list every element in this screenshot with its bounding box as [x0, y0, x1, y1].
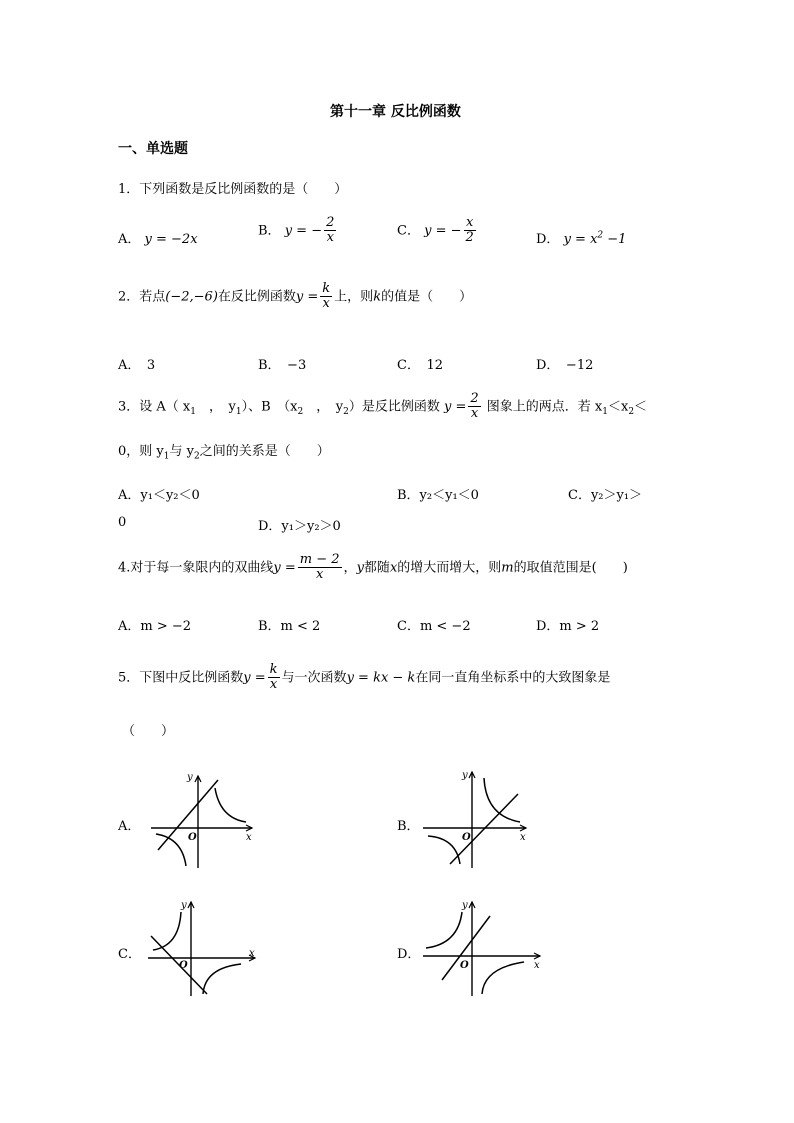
q2-option-d[interactable]: D． −12 — [536, 358, 594, 373]
q3-option-b[interactable]: B．y₂＜y₁＜0 — [397, 488, 479, 503]
q1-option-d-lhs: y = x — [563, 232, 598, 247]
q4-option-d[interactable]: D．m > 2 — [536, 619, 600, 634]
q2-y-lhs: y = — [295, 289, 319, 305]
hyperbola-branch-q2 — [153, 912, 181, 950]
q4-num: m − 2 — [299, 552, 340, 567]
q3-s4: 2 — [343, 406, 349, 417]
q1-option-a-label: A． — [118, 232, 141, 247]
page-title: 第十一章 反比例函数 — [330, 104, 461, 120]
x-axis-label: x — [249, 948, 255, 959]
q5-graph-c[interactable] — [145, 898, 260, 998]
q2-k: k — [373, 289, 382, 305]
hyperbola-branch-q4 — [482, 962, 524, 994]
q1-option-b-label: B． — [258, 223, 281, 239]
hyperbola-branch-q3 — [428, 836, 460, 864]
q3-t1: 3．设 A（ x — [118, 399, 191, 415]
origin-label: O — [188, 832, 197, 843]
question-3-line-2 — [118, 440, 330, 462]
q3-s5: 1 — [602, 406, 608, 417]
q4-option-b[interactable]: B．m < 2 — [258, 619, 321, 634]
q1-option-c-lhs: y = − — [424, 223, 462, 239]
q3-s6: 2 — [628, 406, 635, 417]
hyperbola-branch-q1 — [484, 778, 520, 822]
q4-option-c[interactable]: C．m < −2 — [397, 619, 471, 634]
q3-t9: 0，则 y — [118, 444, 164, 459]
q5-option-c-label[interactable]: C． — [118, 947, 141, 962]
q5-graph-a-svg — [148, 768, 260, 870]
hyperbola-branch-q1 — [215, 788, 246, 822]
q3-t10: 与 y — [169, 444, 194, 459]
q3-s7: 1 — [163, 451, 170, 462]
question-1-stem: 1．下列函数是反比例函数的是（ ） — [118, 182, 348, 197]
q5-graph-b[interactable] — [420, 768, 532, 870]
q5-graph-a[interactable] — [148, 768, 260, 870]
q3-s3: 2 — [297, 406, 304, 417]
q3-option-c[interactable]: C．y₂＞y₁＞ — [568, 488, 643, 503]
question-2-stem — [118, 282, 472, 312]
q4-m: m — [501, 560, 514, 576]
q3-num: 2 — [470, 391, 479, 406]
q3-t7: ＜x — [607, 399, 629, 415]
q5-den: x — [269, 677, 278, 693]
y-axis-label: y — [462, 770, 468, 781]
q1-option-b-fraction — [324, 216, 336, 246]
q2-num: k — [322, 281, 331, 296]
q1-option-a[interactable] — [118, 228, 198, 247]
q3-t6: 图象上的两点．若 x — [486, 399, 603, 415]
q5-text-2: 与一次函数 — [281, 670, 347, 686]
q5-graph-d-svg — [420, 898, 545, 998]
q1-option-d-label: D． — [536, 232, 560, 247]
q3-t2: ， y — [196, 399, 236, 415]
q1-option-c-num: x — [464, 216, 476, 231]
q3-s1: 1 — [190, 406, 196, 417]
q4-y-lhs: y = — [273, 560, 296, 576]
q5-option-d-label[interactable]: D． — [397, 947, 421, 962]
q5-answer-paren: （ ） — [122, 724, 175, 739]
q1-option-b-den: x — [326, 230, 334, 246]
q4-option-a[interactable]: A．m > −2 — [118, 619, 192, 634]
q1-option-d[interactable] — [536, 228, 626, 247]
q3-t4: ， y — [303, 399, 344, 415]
q1-option-c[interactable] — [397, 216, 478, 246]
q2-point: (−2,−6) — [165, 289, 218, 305]
q5-text-3: 在同一直角坐标系中的大致图象是 — [415, 670, 611, 686]
q2-text-2: 在反比例函数 — [217, 289, 296, 305]
origin-label: O — [179, 960, 188, 971]
q4-text-4: 的增大而增大，则 — [397, 560, 502, 576]
q3-t5: ）是反比例函数 — [348, 399, 440, 415]
hyperbola-branch-q3 — [156, 834, 186, 866]
q3-t8: ＜ — [634, 399, 648, 415]
q4-y: y — [356, 560, 364, 576]
q4-text-1: 4.对于每一象限内的双曲线 — [118, 560, 274, 576]
q1-option-a-expr: y = −2x — [144, 232, 198, 247]
q1-option-c-den: 2 — [465, 230, 474, 246]
q1-option-b-lhs: y = − — [284, 223, 323, 239]
q1-option-b[interactable] — [258, 216, 338, 246]
y-axis-label: y — [462, 900, 468, 911]
question-4-stem — [118, 553, 628, 583]
q1-option-c-fraction — [464, 216, 476, 246]
q2-option-b[interactable]: B． −3 — [258, 358, 307, 373]
q4-x: x — [389, 560, 398, 576]
q5-option-a-label[interactable]: A． — [118, 819, 141, 834]
q3-option-a[interactable]: A．y₁＜y₂＜0 — [118, 488, 200, 503]
linear-line — [450, 794, 518, 864]
q2-option-c[interactable]: C． 12 — [397, 358, 443, 373]
question-5-stem — [118, 663, 610, 693]
q3-s2: 1 — [235, 406, 242, 417]
q5-option-b-label[interactable]: B． — [397, 819, 420, 834]
q2-text-3: 上，则 — [334, 289, 374, 305]
question-3-line-1 — [118, 392, 647, 422]
y-axis-label: y — [187, 772, 193, 783]
x-axis-label: x — [534, 960, 540, 971]
q1-option-c-label: C． — [397, 223, 420, 239]
q1-option-d-sup: 2 — [597, 230, 604, 241]
q3-s8: 2 — [193, 451, 200, 462]
q4-fraction — [298, 553, 342, 583]
q5-graph-b-svg — [420, 768, 532, 870]
q3-den: x — [470, 406, 479, 422]
q5-graph-d[interactable] — [420, 898, 545, 998]
q1-option-d-rhs: −1 — [603, 232, 627, 247]
q4-den: x — [315, 567, 324, 583]
q3-t3: ）、B （x — [241, 399, 298, 415]
q1-option-b-num: 2 — [326, 215, 335, 230]
origin-label: O — [460, 960, 469, 971]
q3-option-d[interactable]: D．y₁＞y₂＞0 — [258, 519, 341, 534]
hyperbola-branch-q2 — [426, 912, 462, 948]
q3-t11: 之间的关系是（ ） — [199, 444, 330, 459]
q3-option-c-continued: 0 — [118, 515, 127, 530]
q4-text-2: ， — [343, 560, 357, 576]
q2-fraction — [320, 282, 332, 312]
q5-y-lhs: y = — [243, 670, 266, 686]
q2-text-1: 2．若点 — [118, 289, 166, 305]
q5-fraction — [268, 663, 280, 693]
q3-fraction — [468, 392, 480, 422]
q2-option-a[interactable]: A． 3 — [118, 358, 156, 373]
q5-text-1: 5．下图中反比例函数 — [118, 670, 244, 686]
q3-y-lhs: y = — [443, 399, 467, 415]
q2-text-4: 的值是（ ） — [381, 289, 473, 305]
x-axis-label: x — [520, 832, 526, 843]
q5-num: k — [269, 662, 278, 677]
y-axis-label: y — [181, 900, 187, 911]
q4-text-5: 的取值范围是( ) — [513, 560, 628, 576]
origin-label: O — [462, 832, 471, 843]
q4-text-3: 都随 — [363, 560, 390, 576]
hyperbola-branch-q4 — [203, 964, 241, 994]
q5-graph-c-svg — [145, 898, 260, 998]
q5-linear: y = kx − k — [346, 670, 416, 686]
section-heading: 一、单选题 — [118, 141, 188, 157]
x-axis-label: x — [246, 832, 252, 843]
q2-den: x — [322, 296, 330, 312]
